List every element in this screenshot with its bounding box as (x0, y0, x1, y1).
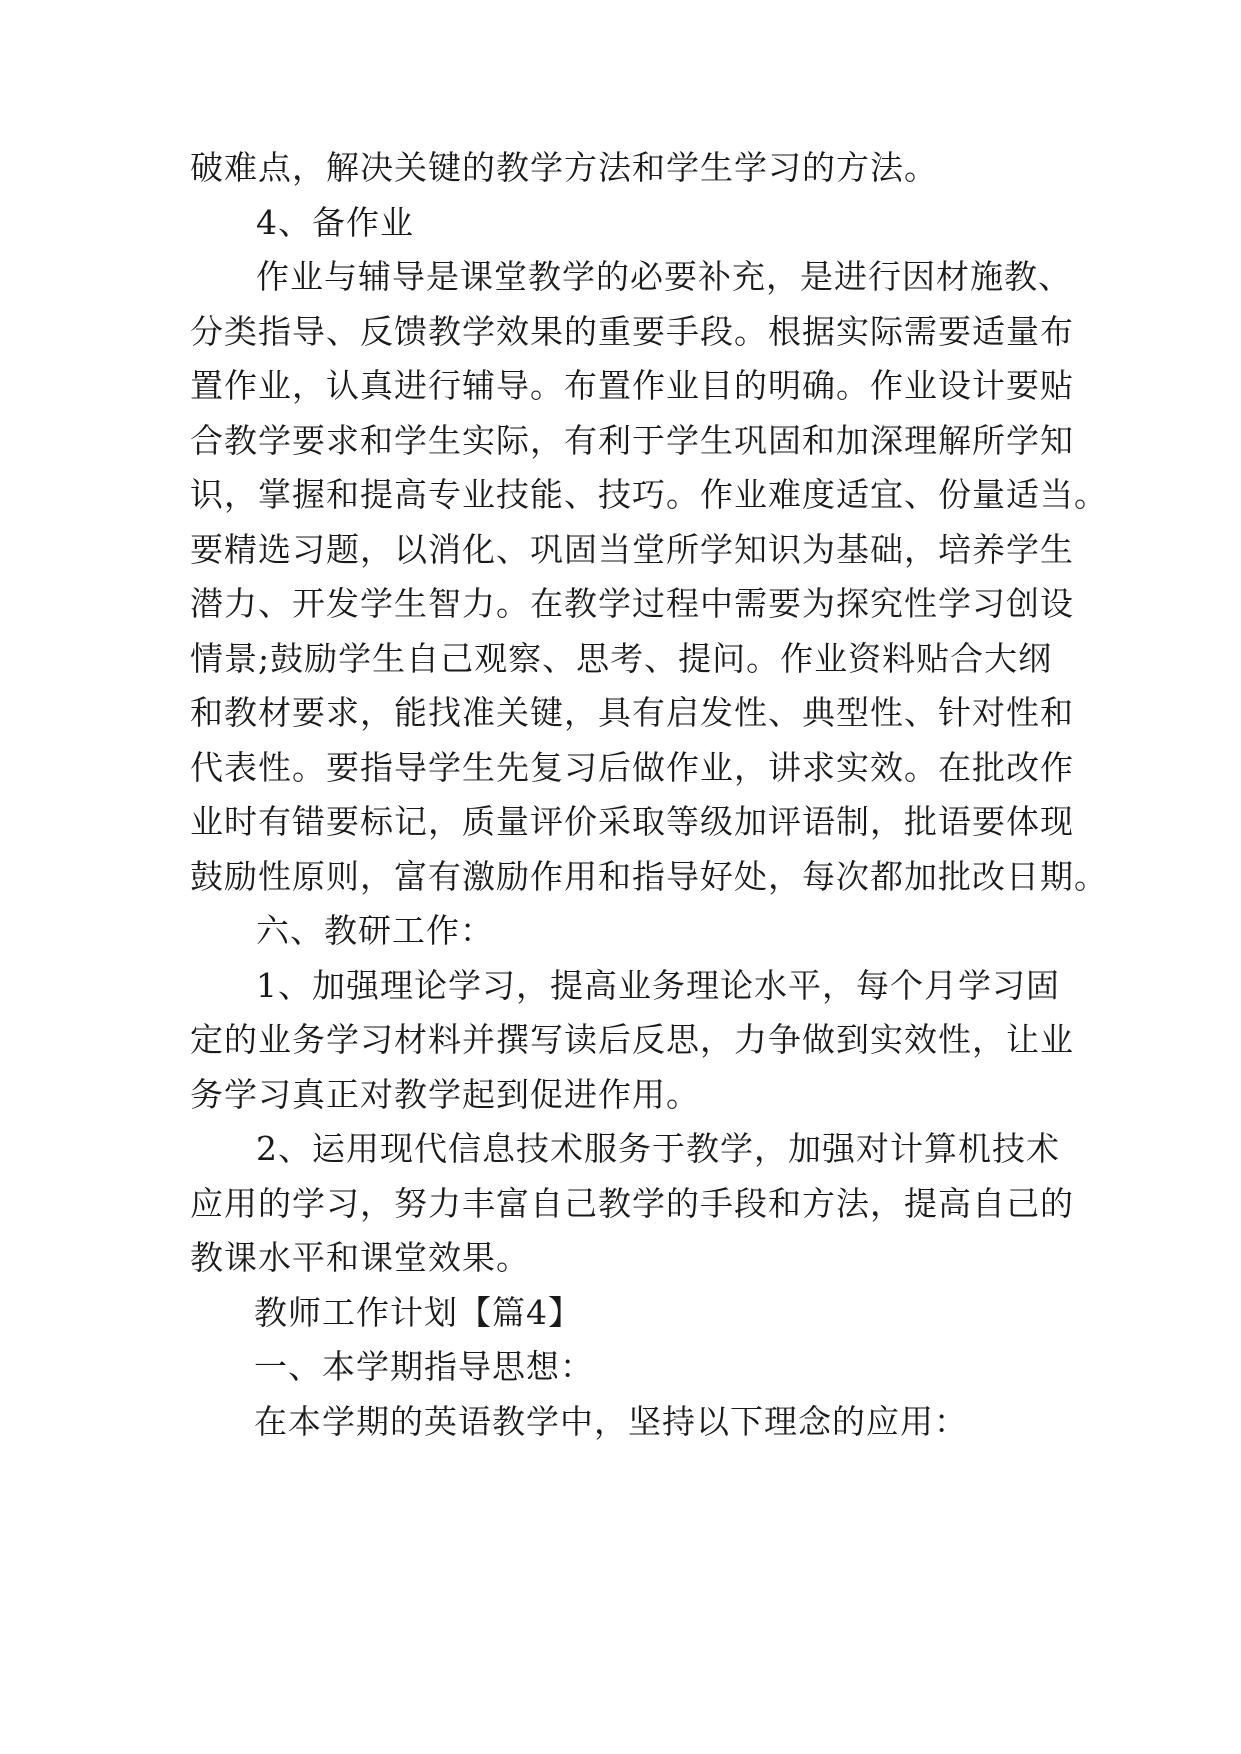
paragraph-line: 教课水平和课堂效果。 (190, 1238, 530, 1277)
paragraph-line: 情景;鼓励学生自己观察、思考、提问。作业资料贴合大纲 (190, 639, 1053, 678)
paragraph-line: 识，掌握和提高专业技能、技巧。作业难度适宜、份量适当。 (190, 475, 1108, 514)
paragraph-line: 置作业，认真进行辅导。布置作业目的明确。作业设计要贴 (190, 366, 1074, 405)
paragraph-line: 定的业务学习材料并撰写读后反思，力争做到实效性，让业 (190, 1020, 1074, 1059)
paragraph-line: 业时有错要标记，质量评价采取等级加评语制，批语要体现 (190, 802, 1074, 841)
paragraph-line: 合教学要求和学生实际，有利于学生巩固和加深理解所学知 (190, 421, 1074, 460)
section-heading-prepare-homework: 4、备作业 (256, 203, 414, 242)
paragraph-line: 2、运用现代信息技术服务于教学，加强对计算机技术 (256, 1129, 1060, 1168)
paragraph-line: 务学习真正对教学起到促进作用。 (190, 1075, 700, 1114)
paragraph-line: 代表性。要指导学生先复习后做作业，讲求实效。在批改作 (190, 748, 1074, 787)
paragraph-line: 作业与辅导是课堂教学的必要补充，是进行因材施教、 (256, 257, 1072, 296)
paragraph-line: 应用的学习，努力丰富自己教学的手段和方法，提高自己的 (190, 1184, 1074, 1223)
paragraph-line: 1、加强理论学习，提高业务理论水平，每个月学习固 (256, 966, 1060, 1005)
section-heading-teaching-research: 六、教研工作： (256, 911, 494, 950)
paragraph-line: 在本学期的英语教学中，坚持以下理念的应用： (254, 1402, 968, 1441)
paragraph-line: 要精选习题，以消化、巩固当堂所学知识为基础，培养学生 (190, 530, 1074, 569)
paragraph-line: 破难点，解决关键的教学方法和学生学习的方法。 (190, 148, 938, 187)
paragraph-line: 潜力、开发学生智力。在教学过程中需要为探究性学习创设 (190, 584, 1074, 623)
paragraph-line: 和教材要求，能找准关键，具有启发性、典型性、针对性和 (190, 693, 1074, 732)
paragraph-line: 分类指导、反馈教学效果的重要手段。根据实际需要适量布 (190, 312, 1074, 351)
paragraph-line: 鼓励性原则，富有激励作用和指导好处，每次都加批改日期。 (190, 857, 1108, 896)
section-heading-guiding-thought: 一、本学期指导思想： (254, 1347, 594, 1386)
section-title-plan-4: 教师工作计划【篇4】 (254, 1293, 582, 1332)
